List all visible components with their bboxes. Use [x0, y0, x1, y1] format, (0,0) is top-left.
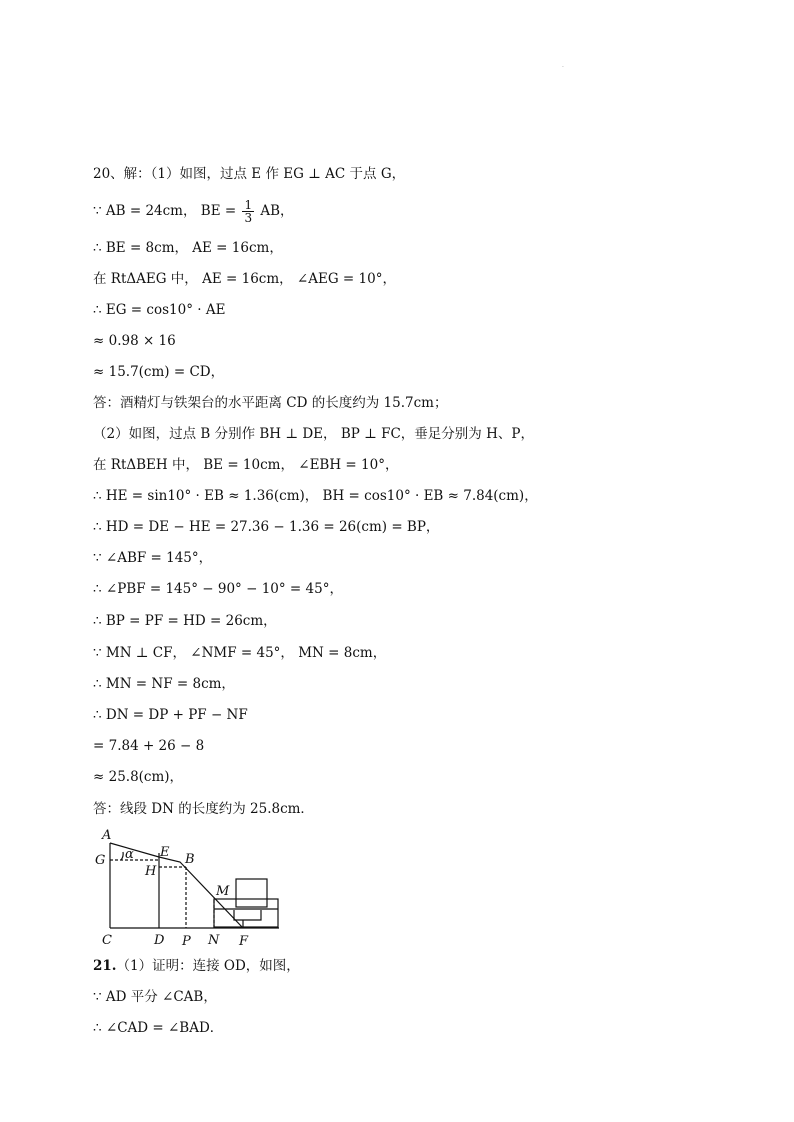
q20-line-9: （2）如图，过点 B 分别作 BH ⊥ DE， BP ⊥ FC，垂足分别为 H、P， [93, 426, 534, 442]
q21-line-1-text: （1）证明：连接 OD，如图， [116, 958, 300, 974]
q20-line-19: = 7.84 + 26 − 8 [93, 738, 205, 754]
label-m: M [216, 884, 230, 899]
q20-line-10: 在 RtΔBEH 中， BE = 10cm， ∠EBH = 10°， [93, 457, 399, 473]
q20-line-8: 答：酒精灯与铁架台的水平距离 CD 的长度约为 15.7cm； [93, 395, 448, 411]
q20-line-17: ∴ MN = NF = 8cm， [93, 676, 235, 692]
label-c: C [102, 933, 112, 948]
q20-line-20: ≈ 25.8(cm)， [93, 769, 184, 785]
label-p: P [182, 934, 191, 949]
label-e: E [160, 845, 170, 860]
q21-line-2: ∵ AD 平分 ∠CAB， [93, 989, 217, 1005]
geometry-figure [93, 826, 293, 950]
label-h: H [145, 864, 157, 879]
block-lower [214, 899, 278, 927]
q20-line-2 [93, 199, 294, 224]
label-n: N [208, 933, 220, 948]
q21-line-1 [93, 957, 300, 975]
q20-line-3: ∴ BE = 8cm， AE = 16cm， [93, 240, 283, 256]
q20-line-11: ∴ HE = sin10° · EB ≈ 1.36(cm)， BH = cos10° · EB ≈ 7.84(cm)， [93, 488, 538, 504]
container-outline [234, 910, 261, 920]
q20-line-13: ∵ ∠ABF = 145°， [93, 550, 213, 566]
q20-line-18: ∴ DN = DP + PF − NF [93, 707, 248, 723]
q20-line-12: ∴ HD = DE − HE = 27.36 − 1.36 = 26(cm) = BP， [93, 519, 440, 535]
q21-line-3: ∴ ∠CAD = ∠BAD． [93, 1020, 224, 1036]
label-g: G [95, 853, 106, 868]
alpha-arc [121, 852, 123, 860]
q20-line-4: 在 RtΔAEG 中， AE = 16cm， ∠AEG = 10°， [93, 271, 396, 287]
label-f: F [239, 934, 249, 949]
fraction-one-third [242, 199, 254, 224]
label-b: B [185, 852, 195, 867]
q20-line-21: 答：线段 DN 的长度约为 25.8cm． [93, 801, 314, 817]
q20-line-2-pre: ∵ AB = 24cm， BE = [93, 203, 237, 219]
fraction-numerator: 1 [244, 198, 253, 212]
q21-number: 21. [93, 958, 117, 974]
q20-line-16: ∵ MN ⊥ CF， ∠NMF = 45°， MN = 8cm， [93, 645, 387, 661]
page-mark: · [562, 64, 564, 71]
q20-line-2-post: AB， [260, 203, 294, 219]
q20-line-5: ∴ EG = cos10° · AE [93, 302, 226, 318]
block-upper [236, 879, 267, 907]
label-d: D [154, 933, 165, 948]
q20-line-1: 20、解：（1）如图，过点 E 作 EG ⊥ AC 于点 G， [93, 166, 406, 182]
label-a: A [102, 828, 112, 843]
q20-line-7: ≈ 15.7(cm) = CD， [93, 364, 225, 380]
q20-line-6: ≈ 0.98 × 16 [93, 333, 176, 349]
fraction-denominator: 3 [244, 211, 253, 225]
q20-line-15: ∴ BP = PF = HD = 26cm， [93, 613, 277, 629]
q20-line-14: ∴ ∠PBF = 145° − 90° − 10° = 45°， [93, 581, 343, 597]
label-alpha: α [125, 847, 134, 862]
